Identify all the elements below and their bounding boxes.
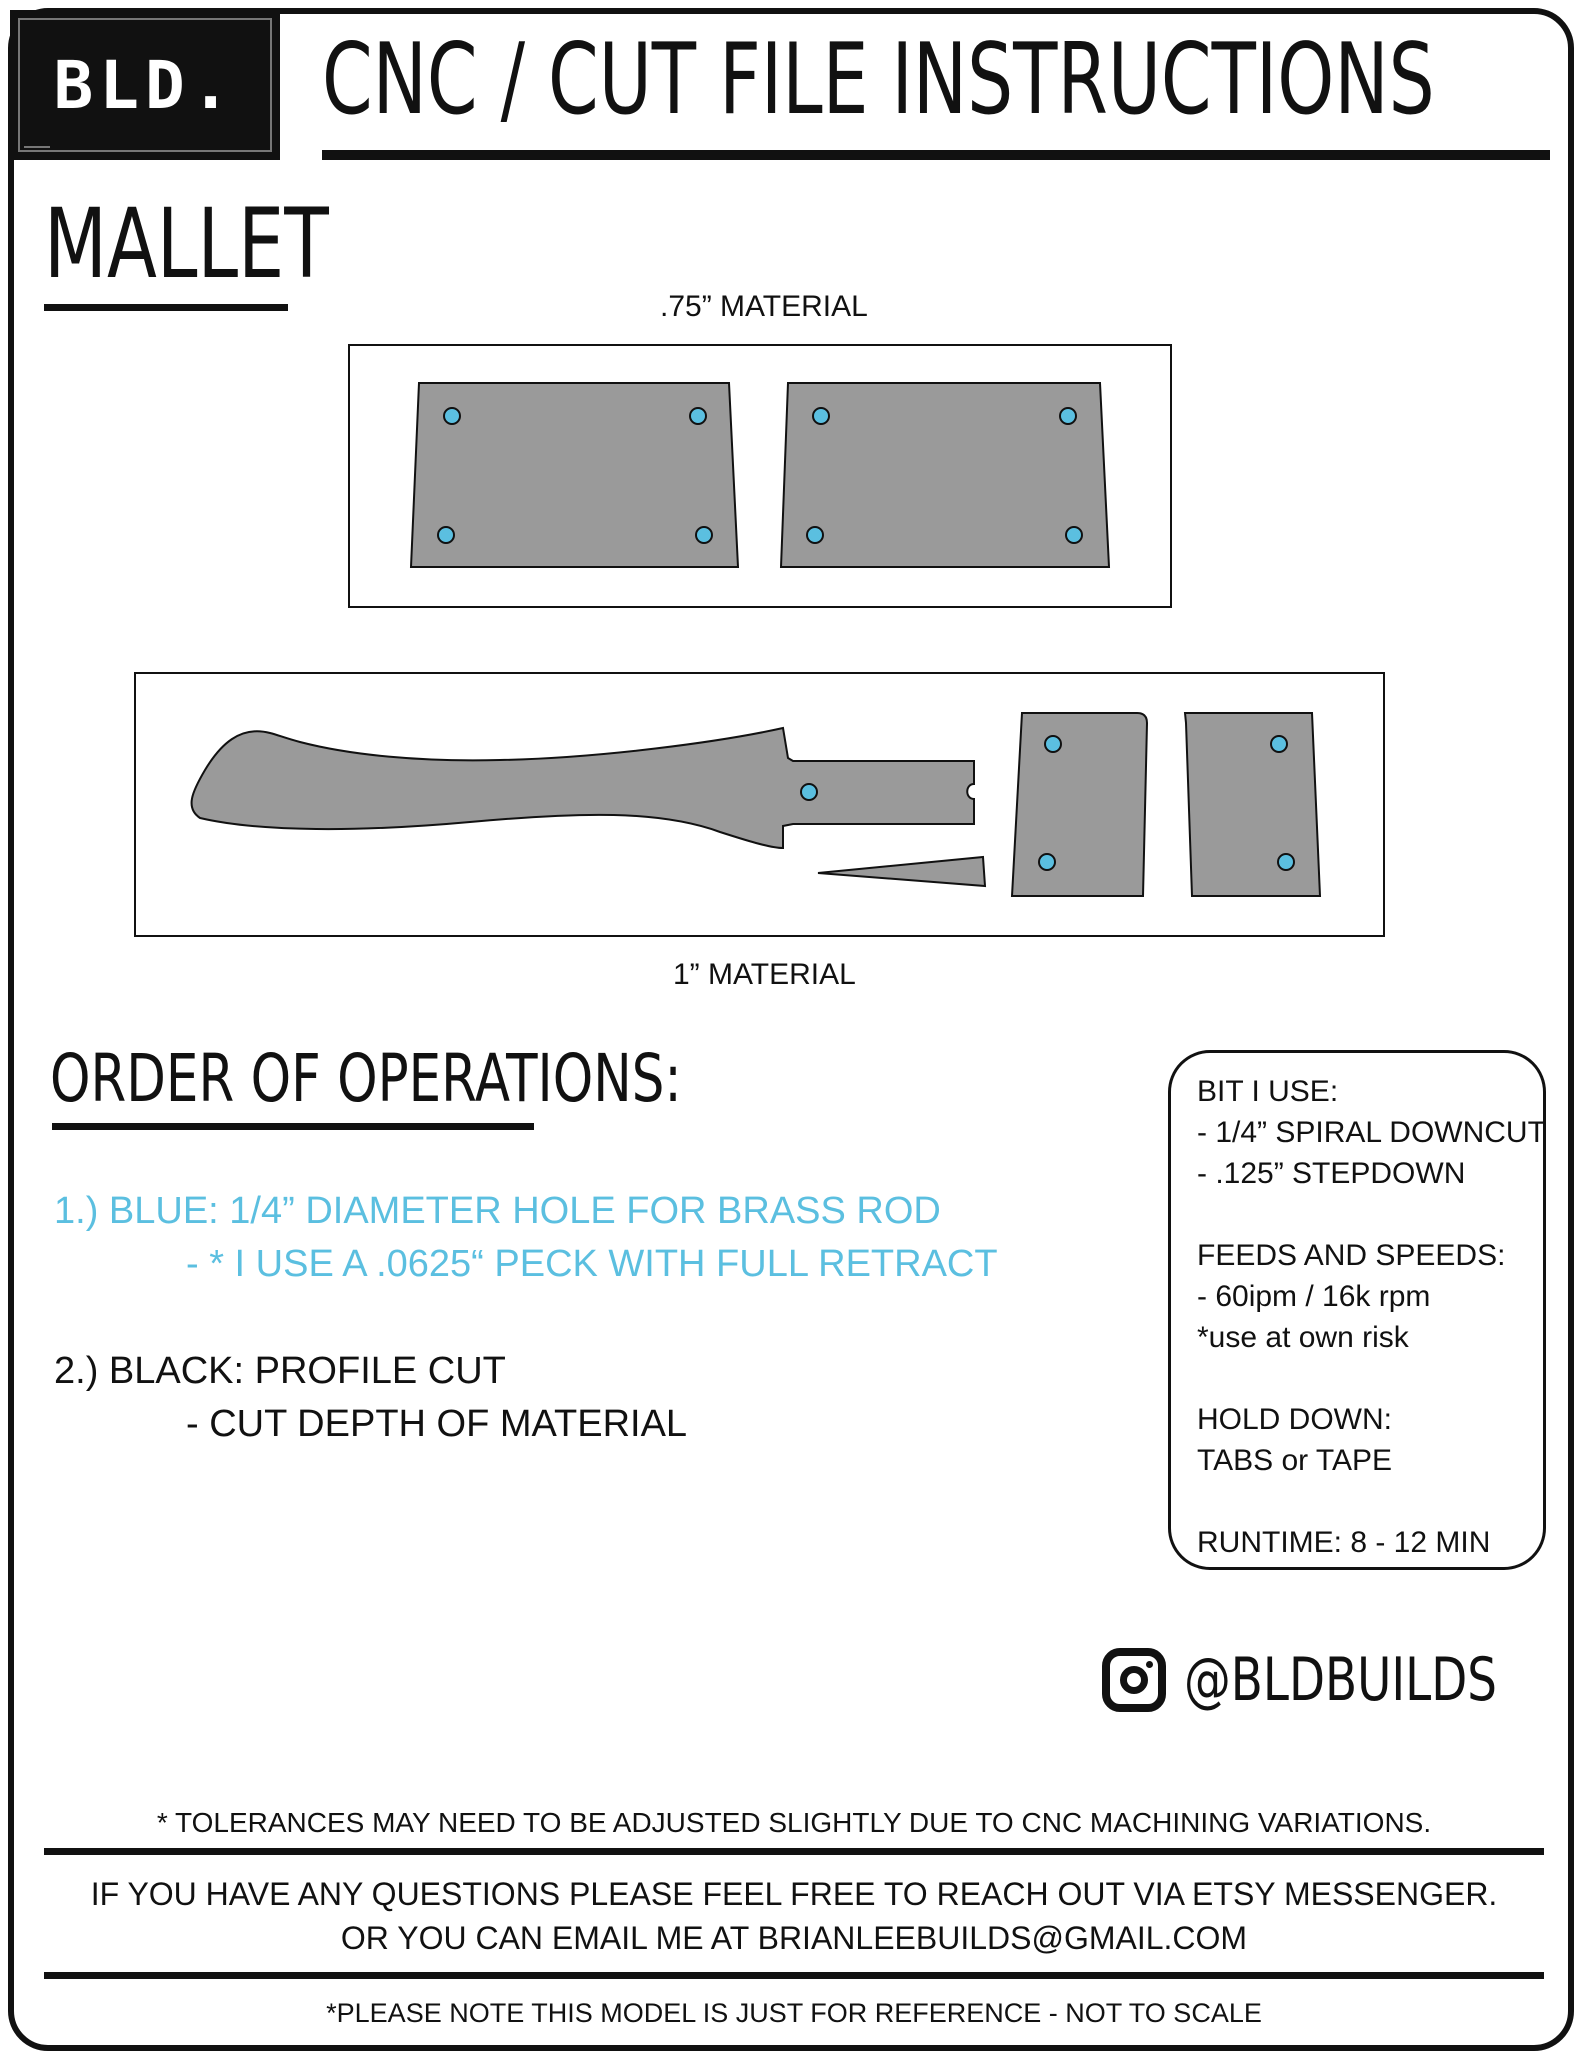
- footer-divider-top: [44, 1848, 1544, 1855]
- feeds-heading: FEEDS AND SPEEDS:: [1197, 1239, 1506, 1272]
- stepdown-spec: - .125” STEPDOWN: [1197, 1157, 1466, 1190]
- handle-plate-left: [1012, 713, 1147, 896]
- hold-down-heading: HOLD DOWN:: [1197, 1403, 1392, 1436]
- drill-hole: [1045, 736, 1061, 752]
- drill-hole: [690, 408, 706, 424]
- instagram-icon: [1102, 1648, 1166, 1712]
- runtime: RUNTIME: 8 - 12 MIN: [1197, 1526, 1491, 1559]
- bit-heading: BIT I USE:: [1197, 1075, 1339, 1108]
- drill-hole: [1060, 408, 1076, 424]
- feeds-spec: - 60ipm / 16k rpm: [1197, 1280, 1431, 1313]
- drill-hole: [807, 527, 823, 543]
- logo-text: BLD.: [53, 46, 237, 124]
- bit-spec: - 1/4” SPIRAL DOWNCUT: [1197, 1116, 1546, 1149]
- tolerance-note: * TOLERANCES MAY NEED TO BE ADJUSTED SLIGHTLY DUE TO CNC MACHINING VARIATIONS.: [156, 1807, 1432, 1838]
- head-plate-left: [411, 383, 738, 567]
- drill-hole: [438, 527, 454, 543]
- operation-step-2: 2.) BLACK: PROFILE CUT: [54, 1350, 506, 1392]
- drill-hole: [696, 527, 712, 543]
- operations-title: ORDER OF OPERATIONS:: [50, 1040, 682, 1117]
- drill-hole: [444, 408, 460, 424]
- reference-note: *PLEASE NOTE THIS MODEL IS JUST FOR REFERENCE - NOT TO SCALE: [326, 1998, 1262, 2028]
- head-plate-right: [781, 383, 1109, 567]
- questions-line-1: IF YOU HAVE ANY QUESTIONS PLEASE FEEL FREE TO REACH OUT VIA ETSY MESSENGER.: [90, 1876, 1498, 1912]
- bottom-material-label: 1” MATERIAL: [673, 958, 856, 991]
- social-handle: [1102, 1640, 1585, 1720]
- drill-hole: [1039, 854, 1055, 870]
- operation-step-1-note: - * I USE A .0625“ PECK WITH FULL RETRACT: [186, 1243, 998, 1285]
- drill-hole: [1271, 736, 1287, 752]
- footer-divider-bottom: [44, 1972, 1544, 1979]
- risk-note: *use at own risk: [1197, 1321, 1409, 1354]
- drill-hole: [813, 408, 829, 424]
- cut-layout-diagram: [0, 0, 1588, 1000]
- operations-title-underline: [52, 1123, 534, 1130]
- drill-hole: [1066, 527, 1082, 543]
- questions-line-2: OR YOU CAN EMAIL ME AT BRIANLEEBUILDS@GMAIL.COM: [340, 1920, 1248, 1956]
- machining-specs-box: [1168, 1050, 1546, 1570]
- top-material-label: .75” MATERIAL: [660, 290, 868, 323]
- drill-hole: [801, 784, 817, 800]
- operation-step-2-note: - CUT DEPTH OF MATERIAL: [186, 1403, 688, 1445]
- handle-plate-right: [1185, 713, 1320, 896]
- hold-down-spec: TABS or TAPE: [1197, 1444, 1393, 1477]
- operation-step-1: 1.) BLUE: 1/4” DIAMETER HOLE FOR BRASS ROD: [54, 1190, 941, 1232]
- instagram-handle: @BLDBUILDS: [1184, 1645, 1497, 1715]
- page-title: CNC / CUT FILE INSTRUCTIONS: [322, 23, 1435, 137]
- project-title: MALLET: [44, 188, 329, 300]
- drill-hole: [1278, 854, 1294, 870]
